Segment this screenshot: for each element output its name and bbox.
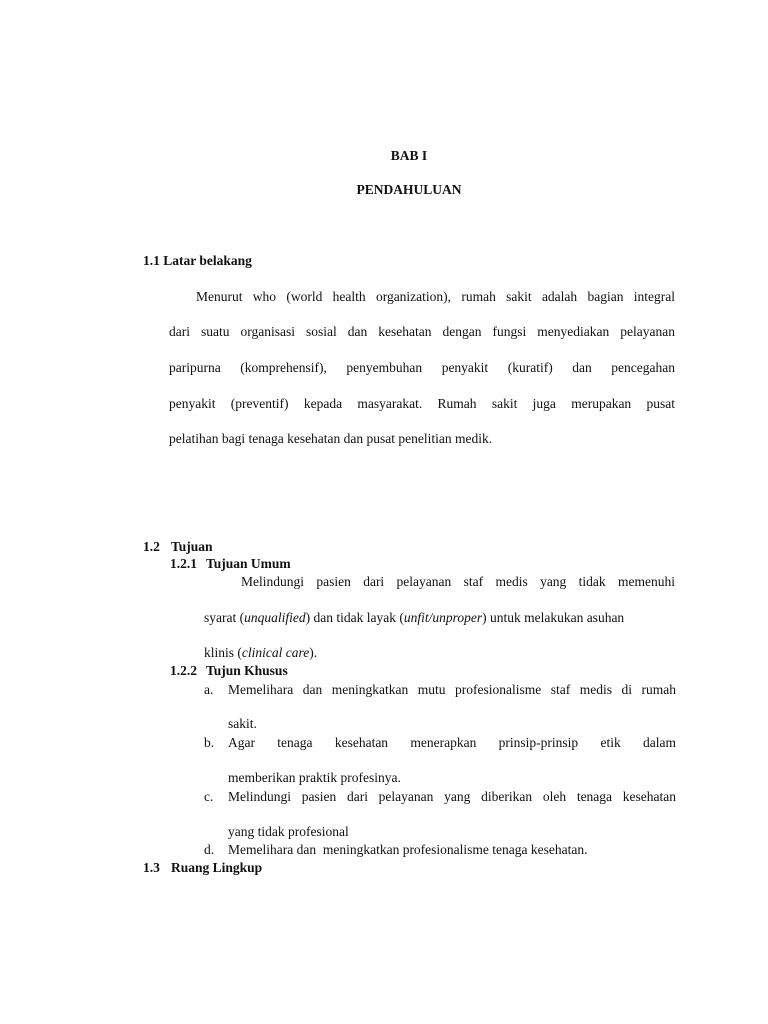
subsection-heading-tujun-khusus: Tujun Khusus	[206, 663, 288, 678]
list-marker: a.	[204, 682, 214, 697]
paragraph-line: penyakit (preventif) kepada masyarakat. Rumah sakit juga merupakan pusat	[169, 396, 675, 411]
subsection-number: 1.2.2	[170, 663, 197, 678]
section-heading-ruang-lingkup: Ruang Lingkup	[171, 860, 263, 875]
section-number: 1.3	[143, 860, 160, 875]
paragraph-line: klinis (clinical care).	[204, 645, 318, 660]
section-heading-tujuan: Tujuan	[171, 539, 213, 554]
list-marker: b.	[204, 735, 215, 750]
paragraph-line: syarat (unqualified) dan tidak layak (unfit/unproper) untuk melakukan asuhan	[204, 610, 625, 625]
chapter-label: BAB I	[390, 148, 428, 163]
chapter-title: PENDAHULUAN	[356, 182, 462, 197]
list-item-line: Memelihara dan meningkatkan profesionalisme tenaga kesehatan.	[228, 842, 588, 857]
subsection-number: 1.2.1	[170, 556, 197, 571]
list-marker: d.	[204, 842, 215, 857]
paragraph-line: Menurut who (world health organization), rumah sakit adalah bagian integral	[196, 289, 675, 304]
list-item-line: sakit.	[228, 716, 257, 731]
subsection-heading-tujuan-umum: Tujuan Umum	[206, 556, 291, 571]
list-item-line: yang tidak profesional	[228, 824, 349, 839]
list-item-line: Agar tenaga kesehatan menerapkan prinsip-prinsip etik dalam	[228, 735, 676, 750]
section-heading-latar-belakang: 1.1 Latar belakang	[143, 253, 252, 268]
paragraph-line: paripurna (komprehensif), penyembuhan penyakit (kuratif) dan pencegahan	[169, 360, 675, 375]
paragraph-line: dari suatu organisasi sosial dan kesehatan dengan fungsi menyediakan pelayanan	[169, 324, 675, 339]
list-item-line: Melindungi pasien dari pelayanan yang diberikan oleh tenaga kesehatan	[228, 789, 676, 804]
paragraph-line: Melindungi pasien dari pelayanan staf medis yang tidak memenuhi	[241, 574, 675, 589]
section-number: 1.2	[143, 539, 160, 554]
list-item-line: Memelihara dan meningkatkan mutu profesionalisme staf medis di rumah	[228, 682, 676, 697]
paragraph-line: pelatihan bagi tenaga kesehatan dan pusat penelitian medik.	[169, 431, 493, 446]
list-marker: c.	[204, 789, 214, 804]
list-item-line: memberikan praktik profesinya.	[228, 770, 401, 785]
